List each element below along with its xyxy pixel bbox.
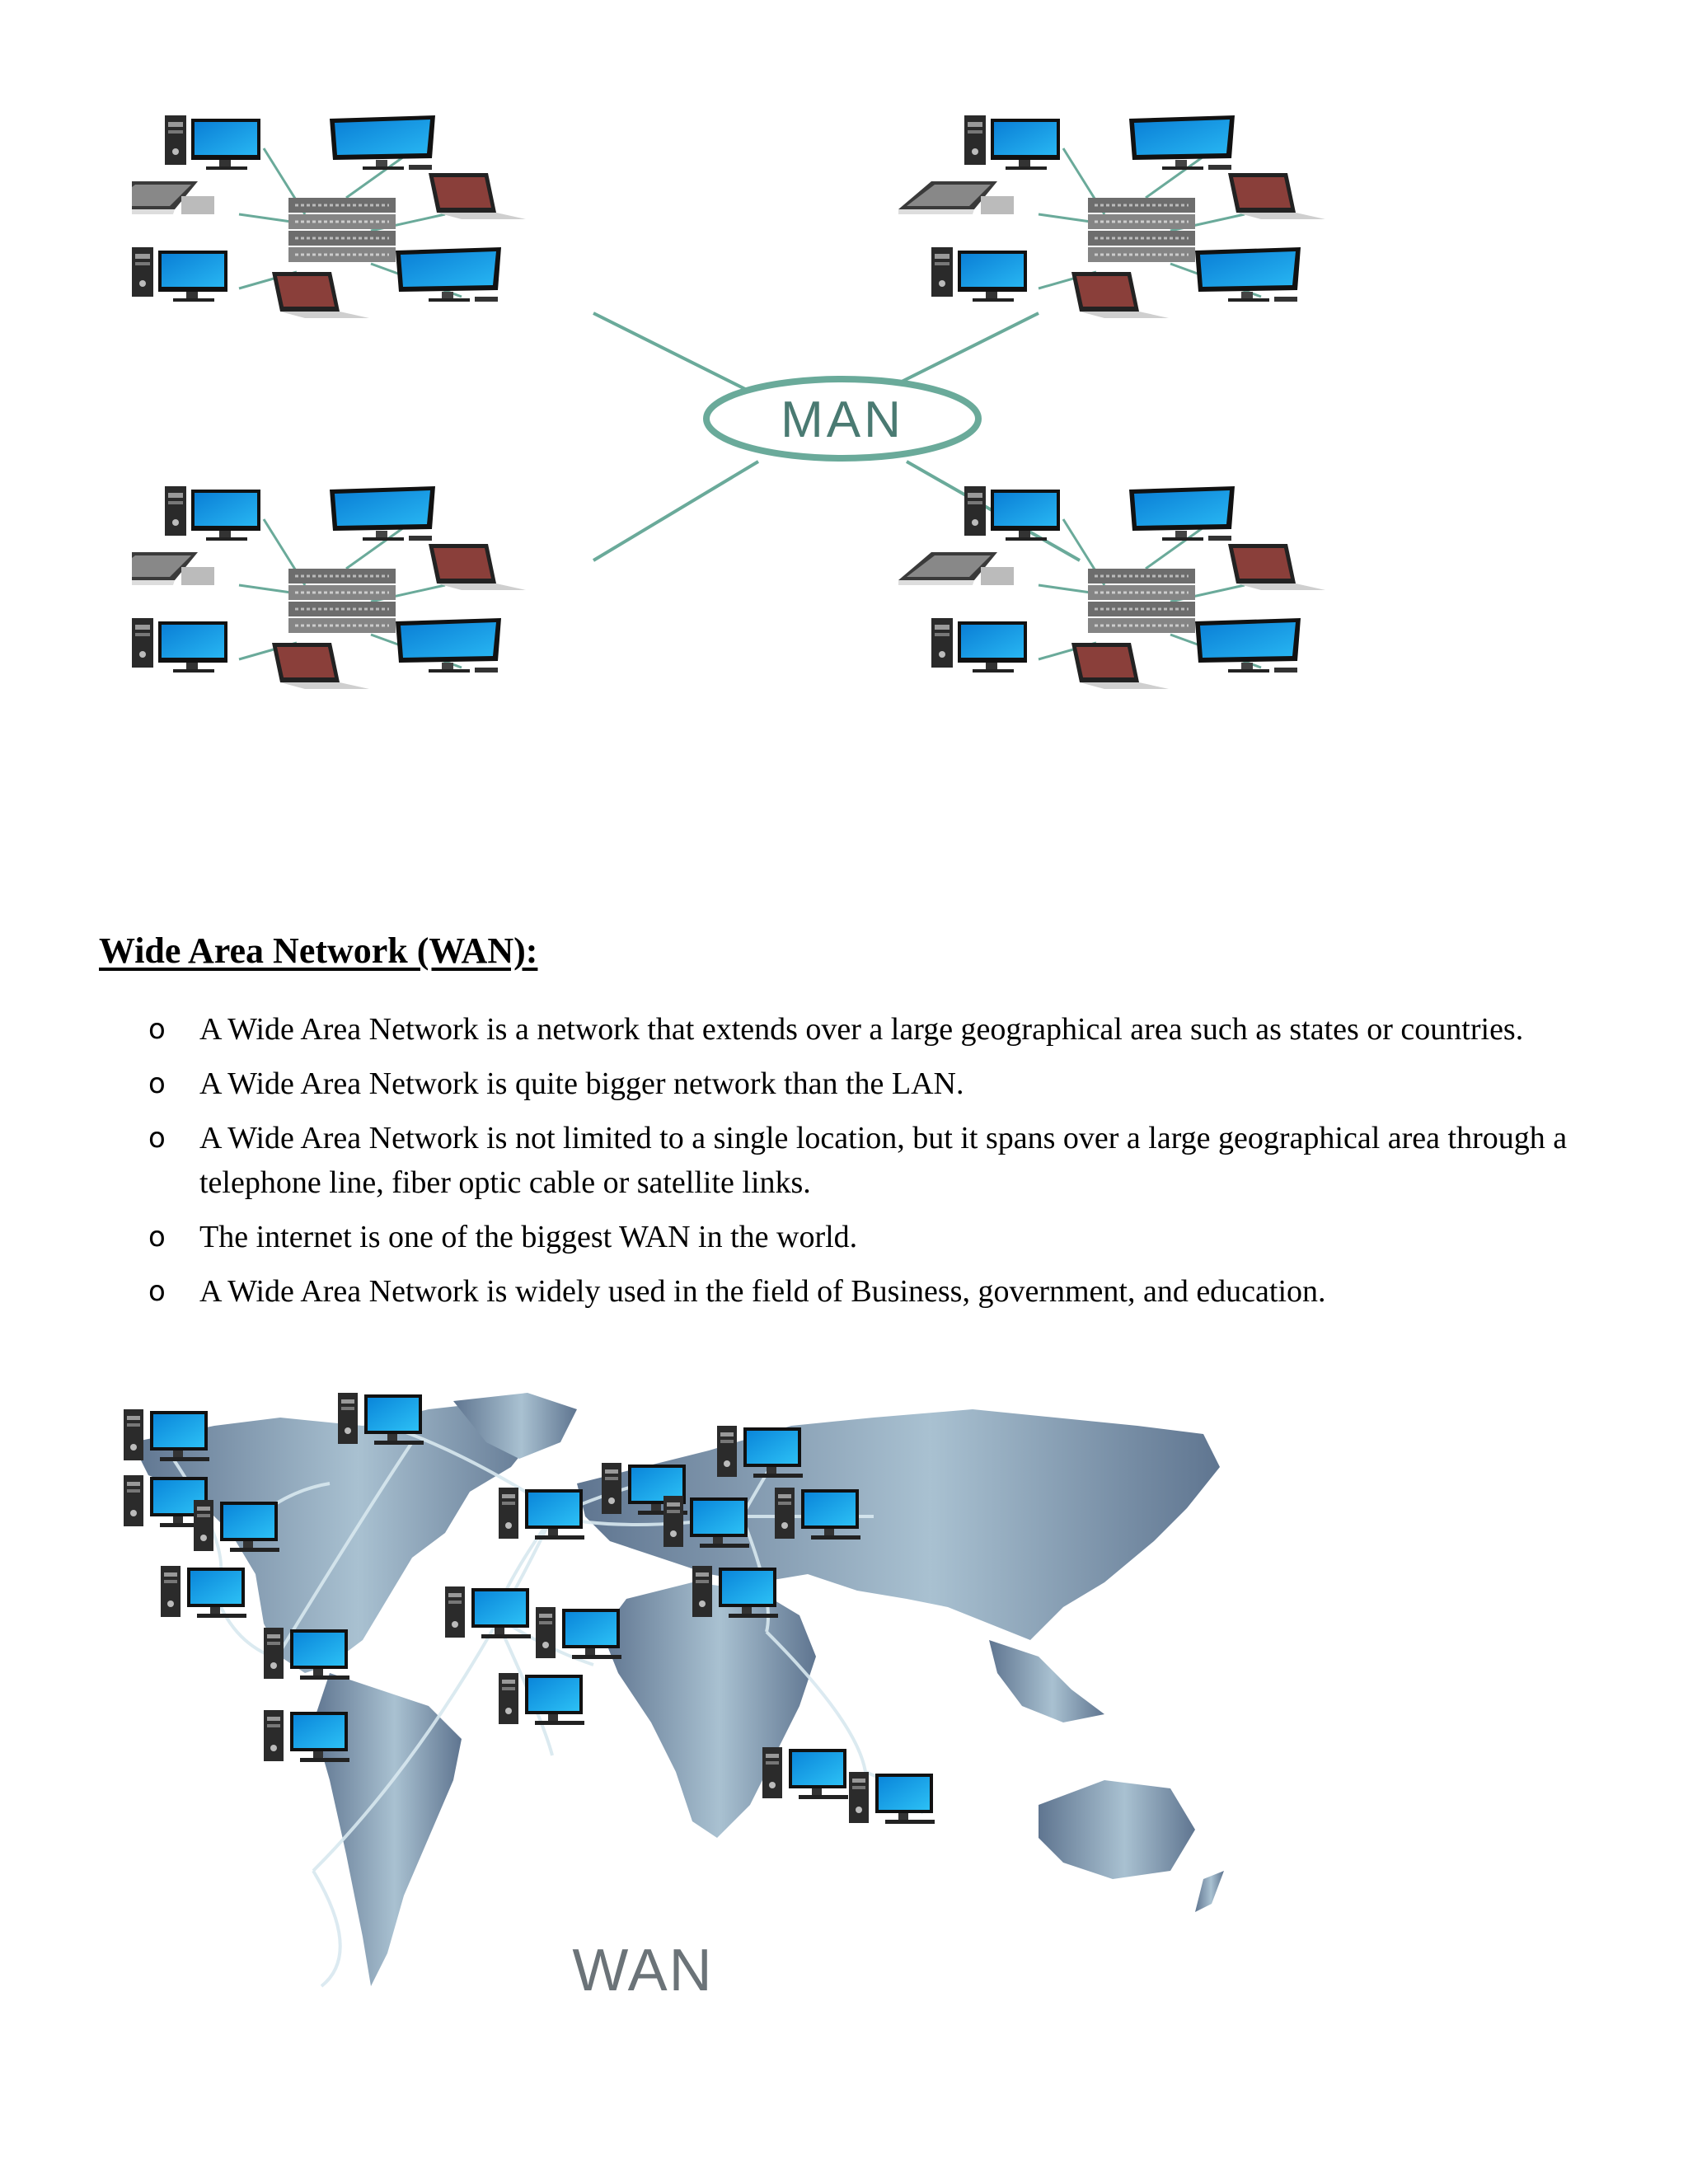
wan-bullet-list [148, 1007, 1599, 1324]
computer-icon [499, 1673, 584, 1725]
lan-cluster-top-right [898, 115, 1325, 318]
list-item-text: The internet is one of the biggest WAN in the world. [199, 1220, 858, 1254]
man-label: MAN [781, 391, 904, 448]
bullet-marker: o [148, 1122, 166, 1155]
man-network-diagram [132, 115, 1566, 709]
list-item [148, 1215, 1599, 1259]
list-item [148, 1269, 1599, 1314]
list-item-text: A Wide Area Network is not limited to a single location, but it spans over a large geographical area through a telephone line, fiber optic cable or satellite links. [199, 1121, 1568, 1200]
list-item-text: A Wide Area Network is widely used in the field of Business, government, and education. [199, 1274, 1326, 1309]
list-item [148, 1062, 1599, 1106]
list-item [148, 1007, 1599, 1052]
computer-icon [161, 1566, 246, 1618]
computer-icon [849, 1772, 935, 1824]
wan-label: WAN [572, 1938, 714, 2004]
computer-icon [536, 1607, 621, 1659]
lan-cluster-bottom-left [132, 486, 526, 689]
bullet-marker: o [148, 1275, 166, 1308]
bullet-marker: o [148, 1013, 166, 1046]
lan-cluster-top-left [132, 115, 526, 318]
wan-world-map-diagram [115, 1393, 1582, 2019]
bullet-marker: o [148, 1067, 166, 1100]
bullet-marker: o [148, 1221, 166, 1254]
list-item-text: A Wide Area Network is a network that extends over a large geographical area such as states or countries. [199, 1012, 1524, 1047]
section-heading: Wide Area Network (WAN): [99, 930, 538, 971]
list-item [148, 1116, 1599, 1205]
computer-icon [762, 1747, 848, 1799]
lan-cluster-bottom-right [898, 486, 1325, 689]
list-item-text: A Wide Area Network is quite bigger network than the LAN. [199, 1066, 964, 1101]
